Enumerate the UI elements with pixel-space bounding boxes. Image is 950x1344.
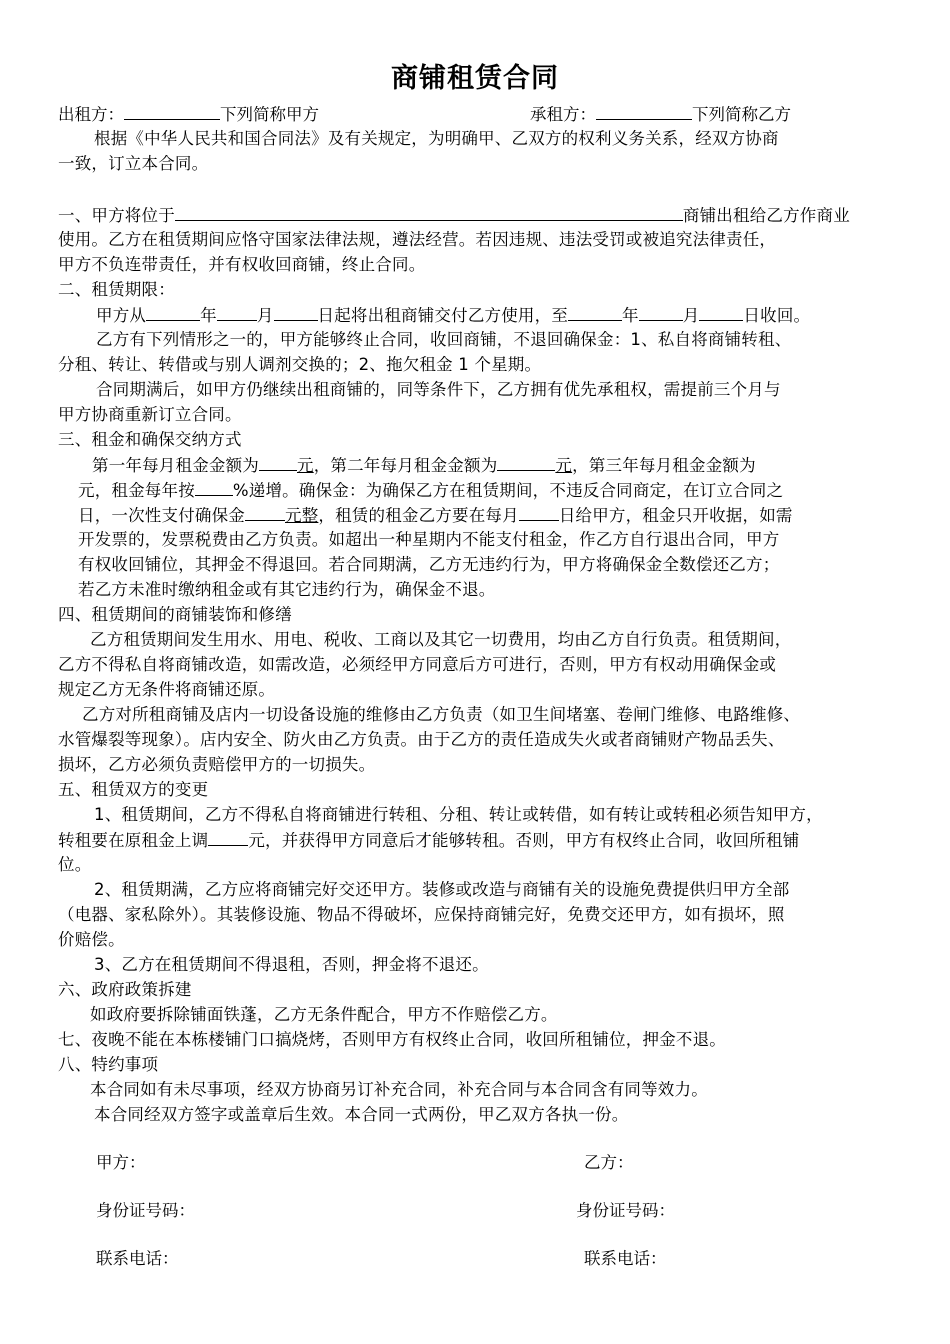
party-b-signature-label: 乙方： <box>584 1153 634 1172</box>
payday-tail: 日给甲方，租金只开收据，如需 <box>558 506 793 525</box>
lessee-line <box>530 101 791 127</box>
s2-heading: 二、租赁期限： <box>58 280 175 299</box>
party-b-phone-label: 联系电话： <box>584 1249 667 1268</box>
s5-line-5: （电器、家私除外）。其装修设施、物品不得破坏，应保持商铺完好，免费交还甲方，如有损坏，照 <box>58 905 785 924</box>
lessor-label: 出租方： <box>58 105 124 124</box>
lessor-suffix: 下列简称甲方 <box>220 105 319 124</box>
sublet-increase-tail: 元，并获得甲方同意后才能够转租。否则，甲方有权终止合同，收回所租铺 <box>248 831 800 850</box>
s2-line-5: 甲方协商重新订立合同。 <box>58 405 242 424</box>
s8-line-2: 本合同经双方签字或盖章后生效。本合同一式两份，甲乙双方各执一份。 <box>94 1105 629 1124</box>
s4-line-1: 乙方租赁期间发生用水、用电、税收、工商以及其它一切费用，均由乙方自行负责。租赁期间， <box>90 630 792 649</box>
term-end: 日收回。 <box>743 306 811 325</box>
rent-year2-label: ，第二年每月租金金额为 <box>313 456 498 475</box>
lessor-blank[interactable] <box>124 101 220 120</box>
rent-year1-label: 第一年每月租金金额为 <box>92 456 259 475</box>
party-a-phone-label: 联系电话： <box>96 1249 179 1268</box>
s3-heading: 三、租金和确保交纳方式 <box>58 430 242 449</box>
s3-line-3 <box>78 502 894 528</box>
s1-address-blank[interactable] <box>175 202 683 221</box>
payday-label: ，租赁的租金乙方要在每月 <box>318 506 519 525</box>
s4-line-4: 乙方对所租商铺及店内一切设备设施的维修由乙方负责（如卫生间堵塞、卷闸门维修、电路维修、 <box>82 705 801 724</box>
s3-line-1 <box>92 452 894 478</box>
s3-line-4: 开发票的，发票税费由乙方负责。如超出一种星期内不能支付租金，作乙方自行退出合同，甲方 <box>78 530 780 549</box>
lessor-line <box>58 101 319 127</box>
document-title: 商铺租赁合同 <box>391 63 559 94</box>
end-month-blank[interactable] <box>639 302 683 321</box>
s4-line-6: 损坏，乙方必须负责赔偿甲方的一切损失。 <box>58 755 376 774</box>
term-from: 甲方从 <box>96 306 147 325</box>
start-year-blank[interactable] <box>146 302 200 321</box>
s6-heading: 六、政府政策拆建 <box>58 980 192 999</box>
s1-tail: 商铺出租给乙方作商业 <box>682 206 850 225</box>
s4-line-5: 水管爆裂等现象）。店内安全、防火由乙方负责。由于乙方的责任造成失火或者商铺财产物品丢失、 <box>58 730 785 749</box>
s1-line-1 <box>58 202 894 228</box>
yuan-unit: 元 <box>555 456 573 475</box>
increase-rate-blank[interactable] <box>195 477 233 496</box>
start-month-blank[interactable] <box>217 302 257 321</box>
s2-line-2: 乙方有下列情形之一的，甲方能够终止合同，收回商铺，不退回确保金：1、私自将商铺转租、 <box>96 330 792 349</box>
s1-line-2: 使用。乙方在租赁期间应恪守国家法律法规，遵法经营。若因违规、违法受罚或被追究法律责任， <box>58 230 777 249</box>
s4-line-3: 规定乙方无条件将商铺还原。 <box>58 680 276 699</box>
s8-line-1: 本合同如有未尽事项，经双方协商另订补充合同，补充合同与本合同含有同等效力。 <box>90 1080 708 1099</box>
sublet-increase-label: 转租要在原租金上调 <box>58 831 209 850</box>
yuan-unit: 元 <box>297 456 314 475</box>
s3-line-2 <box>78 477 894 503</box>
s5-line-1: 1、租赁期间，乙方不得私自将商铺进行转租、分租、转让或转借，如有转让或转租必须告知甲方， <box>94 805 823 824</box>
s1-lead: 一、甲方将位于 <box>58 206 175 225</box>
party-a-signature-label: 甲方： <box>96 1153 146 1172</box>
s8-heading: 八、特约事项 <box>58 1055 159 1074</box>
rent-year3-label: ，第三年每月租金金额为 <box>572 456 756 475</box>
month-label: 月 <box>682 306 700 325</box>
start-day-blank[interactable] <box>274 302 318 321</box>
s5-line-7: 3、乙方在租赁期间不得退租，否则，押金将不退还。 <box>94 955 489 974</box>
s6-line-1: 如政府要拆除铺面铁蓬，乙方无条件配合，甲方不作赔偿乙方。 <box>90 1005 558 1024</box>
sublet-increase-blank[interactable] <box>208 827 248 846</box>
s4-heading: 四、租赁期间的商铺装饰和修缮 <box>58 605 292 624</box>
s2-term-line <box>96 302 894 328</box>
party-b-id-label: 身份证号码： <box>576 1201 675 1220</box>
s2-line-4: 合同期满后，如甲方仍继续出租商铺的，同等条件下，乙方拥有优先承租权，需提前三个月与 <box>96 380 781 399</box>
rent-year2-blank[interactable] <box>497 452 555 471</box>
lessee-label: 承租方： <box>530 105 596 124</box>
lessee-blank[interactable] <box>596 101 692 120</box>
payday-blank[interactable] <box>519 502 559 521</box>
end-day-blank[interactable] <box>699 302 743 321</box>
year-label: 年 <box>200 306 217 325</box>
s5-line-6: 价赔偿。 <box>58 930 125 949</box>
s4-line-2: 乙方不得私自将商铺改造，如需改造，必须经甲方同意后方可进行，否则，甲方有权动用确保金或 <box>58 655 777 674</box>
party-a-id-label: 身份证号码： <box>96 1201 195 1220</box>
preamble-line-2: 一致，订立本合同。 <box>58 154 209 173</box>
term-middle: 日起将出租商铺交付乙方使用，至 <box>317 306 569 325</box>
s2-line-3: 分租、转让、转借或与别人调剂交换的；2、拖欠租金 1 个星期。 <box>58 355 542 374</box>
s5-line-3: 位。 <box>58 855 92 874</box>
deposit-label: 日，一次性支付确保金 <box>78 506 245 525</box>
rent-year1-blank[interactable] <box>259 452 297 471</box>
s1-line-3: 甲方不负连带责任，并有权收回商铺，终止合同。 <box>58 255 426 274</box>
s5-line-2 <box>58 827 894 853</box>
increase-label: 元，租金每年按 <box>78 481 195 500</box>
lessee-suffix: 下列简称乙方 <box>692 105 791 124</box>
s5-line-4: 2、租赁期满，乙方应将商铺完好交还甲方。装修或改造与商铺有关的设施免费提供归甲方全部 <box>94 880 790 899</box>
yuan-whole-unit: 元整 <box>285 506 319 525</box>
end-year-blank[interactable] <box>568 302 622 321</box>
s7-line: 七、夜晚不能在本栋楼铺门口搞烧烤，否则甲方有权终止合同，收回所租铺位，押金不退。 <box>58 1030 726 1049</box>
month-label: 月 <box>256 306 274 325</box>
deposit-text: %递增。确保金：为确保乙方在租赁期间，不违反合同商定，在订立合同之 <box>232 481 784 500</box>
preamble-line-1: 根据《中华人民共和国合同法》及有关规定，为明确甲、乙双方的权利义务关系，经双方协商 <box>94 129 779 148</box>
s3-line-6: 若乙方未准时缴纳租金或有其它违约行为，确保金不退。 <box>78 580 496 599</box>
deposit-amount-blank[interactable] <box>245 502 285 521</box>
s3-line-5: 有权收回铺位，其押金不得退回。若合同期满，乙方无违约行为，甲方将确保金全数偿还乙方； <box>78 555 780 574</box>
year-label: 年 <box>622 306 639 325</box>
s5-heading: 五、租赁双方的变更 <box>58 780 209 799</box>
